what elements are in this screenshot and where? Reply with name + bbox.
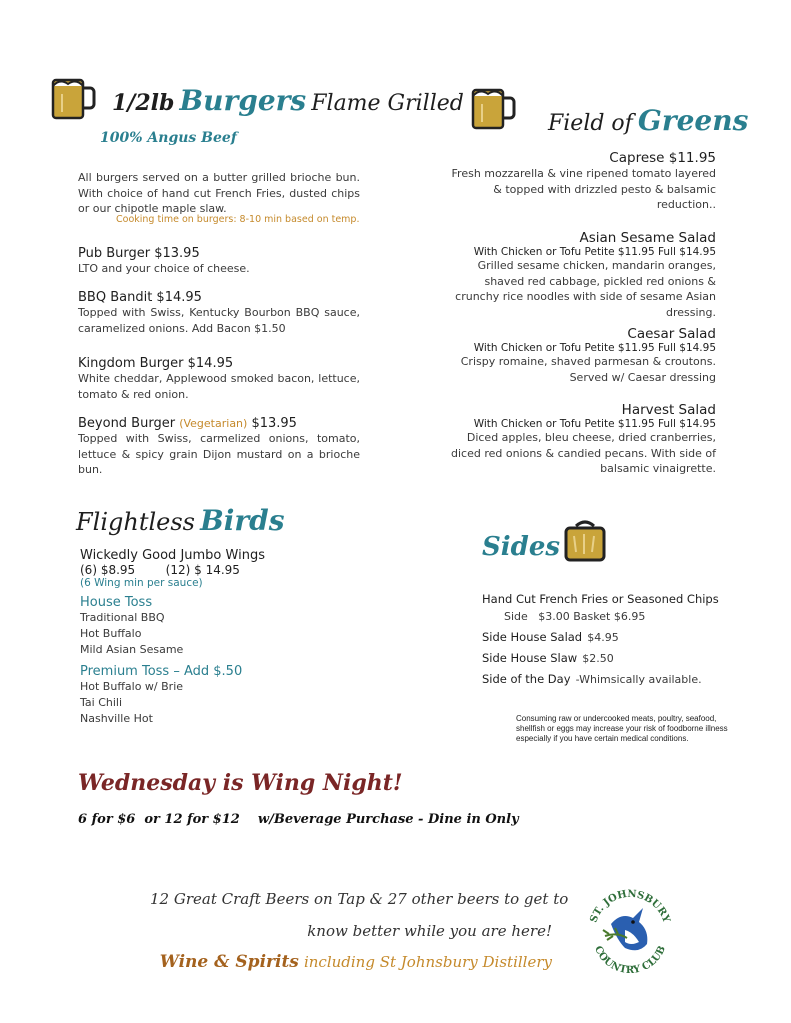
greens-title-accent: Greens [637,104,749,137]
burgers-subtitle: 100% Angus Beef [100,130,237,146]
greens-item [446,326,716,402]
footer-beers-line2: know better while you are here! [307,922,552,940]
wings-prices: (6) $8.95 (12) $ 14.95 [80,563,240,577]
sides-title: Sides [482,532,561,562]
greens-item-name: Asian Sesame Salad [579,230,716,246]
distillery-text: including St Johnsbury Distillery [303,953,552,971]
burgers-intro: All burgers served on a butter grilled brioche bun. With choice of hand cut French Fries, dusted chips or our chipotle maple slaw. [78,171,360,215]
wing-night-title: Wednesday is Wing Night! [78,770,403,796]
greens-item-name: Caprese $11.95 [609,150,716,166]
premium-toss-title: Premium Toss – Add $.50 [80,664,243,679]
side-item-label: Side House Slaw [482,651,578,665]
logo-text-top: ST. JOHNSBURY [588,888,672,925]
wings-note: (6 Wing min per sauce) [80,577,203,589]
greens-item-options: With Chicken or Tofu Petite $11.95 Full $14.95 [473,246,716,258]
beyond-burger-title [78,416,360,431]
burgers-title-suffix: Flame Grilled [311,91,464,116]
sauce-item: Tai Chili [80,696,123,709]
greens-item-name: Caesar Salad [627,326,716,342]
side-item-label: Side House Salad [482,630,583,644]
side-item [482,668,762,689]
burgers-title [112,84,464,117]
greens-item-desc: Fresh mozzarella & vine ripened tomato layered & topped with drizzled pesto & balsamic reduction.. [451,167,716,211]
side-item [482,647,762,668]
greens-item-desc: Crispy romaine, shaved parmesan & croutons. Served w/ Caesar dressing [460,355,716,384]
burger-item-desc: White cheddar, Applewood smoked bacon, lettuce, tomato & red onion. [78,372,360,401]
footer-wine-line [150,952,552,972]
burger-item-name: Kingdom Burger $14.95 [78,356,234,371]
fries-basket-icon [562,520,608,566]
birds-title [76,504,284,537]
burger-item-desc: Topped with Swiss, Kentucky Bourbon BBQ sauce, caramelized onions. Add Bacon $1.50 [78,306,360,335]
house-toss-title: House Toss [80,595,153,610]
birds-title-accent: Birds [200,504,285,537]
side-item-price: $2.50 [582,652,614,665]
sauce-item: Hot Buffalo [80,627,142,640]
beyond-burger-name: Beyond Burger [78,416,176,431]
greens-title [548,104,748,137]
wing-night-deal: 6 for $6 or 12 for $12 w/Beverage Purchase - Dine in Only [78,812,519,827]
burger-item-desc: LTO and your choice of cheese. [78,262,250,275]
burgers-cooking-note: Cooking time on burgers: 8-10 min based on temp. [116,214,360,225]
greens-item [446,230,716,326]
birds-title-prefix: Flightless [76,508,195,536]
beer-mug-icon [50,76,98,122]
vegetarian-tag: (Vegetarian) [179,417,248,430]
burger-item-name: BBQ Bandit $14.95 [78,290,202,305]
side-item-price: $4.95 [587,631,619,644]
burger-item-name: Pub Burger $13.95 [78,246,200,261]
wings-block [80,548,380,727]
burgers-title-prefix: 1/2lb [112,90,175,116]
wings-name: Wickedly Good Jumbo Wings [80,548,265,563]
beer-mug-icon [470,86,518,132]
side-item-note: -Whimsically available. [575,673,702,686]
greens-item [446,402,716,477]
greens-item [446,150,716,230]
burger-item [78,290,360,356]
logo-text-bottom: COUNTRY CLUB [591,944,669,977]
greens-item-desc: Diced apples, bleu cheese, dried cranberries, diced red onions & candied pecans. With side of balsamic vinaigrette. [450,431,716,475]
burger-item [78,246,360,290]
burger-item-beyond [78,416,360,478]
sides-fries-line: Hand Cut French Fries or Seasoned Chips [482,592,719,606]
greens-list [446,150,716,477]
burgers-title-accent: Burgers [179,84,307,117]
sauce-item: Mild Asian Sesame [80,643,184,656]
food-safety-disclaimer: Consuming raw or undercooked meats, poultry, seafood, shellfish or eggs may increase your risk of foodborne illness especially if you have certain medical conditions. [516,714,728,743]
wine-spirits-accent: Wine & Spirits [159,952,299,972]
greens-item-options: With Chicken or Tofu Petite $11.95 Full $14.95 [473,342,716,354]
burger-list [78,246,360,478]
bluejay-logo-icon [581,882,679,978]
greens-item-name: Harvest Salad [621,402,716,418]
sauce-item: Nashville Hot [80,712,153,725]
country-club-logo [581,882,679,978]
sauce-item: Traditional BBQ [80,611,165,624]
greens-title-prefix: Field of [548,111,633,136]
burger-item [78,356,360,416]
greens-item-options: With Chicken or Tofu Petite $11.95 Full $14.95 [473,418,716,430]
sides-list [482,590,762,689]
sauce-item: Hot Buffalo w/ Brie [80,680,184,693]
beyond-burger-price: $13.95 [251,416,297,431]
sides-fries-prices: Side $3.00 Basket $6.95 [504,610,646,623]
greens-item-desc: Grilled sesame chicken, mandarin oranges, shaved red cabbage, pickled red onions & crunchy rice noodles with side of sesame Asian dressing. [455,259,716,319]
side-item-label: Side of the Day [482,672,571,686]
side-item [482,626,762,647]
footer-beers-line1: 12 Great Craft Beers on Tap & 27 other beers to get to [150,890,569,908]
burger-item-desc: Topped with Swiss, carmelized onions, tomato, lettuce & spicy grain Dijon mustard on a brioche bun. [78,432,360,476]
